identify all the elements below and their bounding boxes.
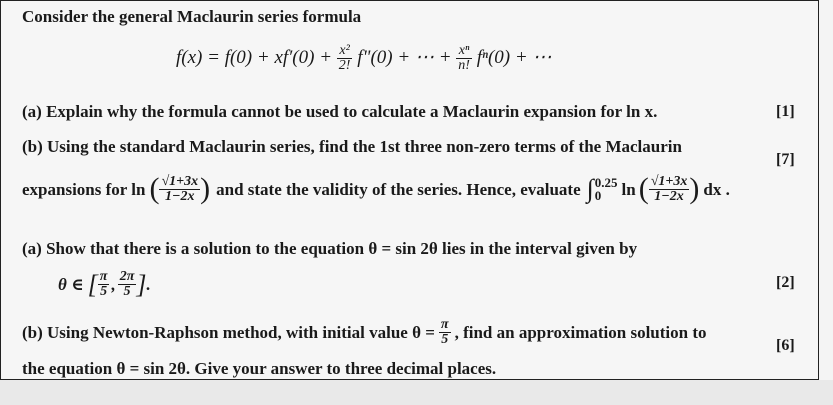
q1-part-b-line2: expansions for ln ( $\frac{√1+3x}{1-2x}$ ) and state the validity of the series. Hence, evaluate ∫ 0.25 0 ln ( $\frac{√1+3x}{1-2x}$ ) dx . bbox=[22, 172, 730, 205]
ln-arg-den: 1−2x bbox=[165, 188, 195, 204]
interval-upper-den: 5 bbox=[123, 284, 131, 299]
q2-part-a-line1: (a) Show that there is a solution to the equation θ = sin 2θ lies in the interval given by bbox=[22, 239, 638, 258]
q2-interval: θ ∈ [ $\frac{\pi}{5}$ , $\frac{2\pi}{5}$ ] . bbox=[58, 269, 151, 299]
termn-tail: fⁿ(0) + ⋯ bbox=[476, 46, 552, 68]
q2-part-b-marks: [6] bbox=[776, 337, 795, 354]
termn-fraction bbox=[456, 44, 472, 73]
term2-tail: f"(0) + ⋯ + bbox=[357, 46, 457, 68]
term2-fraction bbox=[337, 44, 353, 73]
formula-lhs: f(x) = f(0) + xf′(0) + bbox=[176, 46, 337, 68]
initial-value-fraction bbox=[439, 318, 451, 347]
q2-part-b-line1 bbox=[22, 318, 707, 347]
integral-ln: ln bbox=[621, 179, 636, 199]
integrand-fraction bbox=[649, 175, 690, 204]
bottom-strip bbox=[0, 380, 833, 405]
ln-arg-num: √1+3x bbox=[161, 173, 199, 189]
q2-part-a-marks: [2] bbox=[776, 274, 795, 291]
newton-raphson-text: (b) Using Newton-Raphson method, with initial value θ = bbox=[22, 323, 435, 342]
integrand-den: 1−2x bbox=[654, 188, 684, 204]
initial-value-den: 5 bbox=[441, 332, 449, 347]
interval-upper-num: 2π bbox=[119, 269, 135, 284]
q1-intro: Consider the general Maclaurin series formula bbox=[22, 7, 362, 26]
integral-lower: 0 bbox=[594, 188, 602, 203]
term2-num: x² bbox=[337, 44, 353, 59]
maclaurin-formula bbox=[176, 44, 551, 73]
q1-part-a: (a) Explain why the formula cannot be used to calculate a Maclaurin expansion for ln x. bbox=[22, 102, 658, 121]
interval-lower bbox=[98, 270, 110, 299]
q1-part-b-line1: (b) Using the standard Maclaurin series, find the 1st three non-zero terms of the Maclaurin bbox=[22, 137, 682, 156]
term2-den: 2! bbox=[338, 58, 351, 73]
interval-lower-num: π bbox=[99, 269, 108, 284]
q1-part-a-marks: [1] bbox=[776, 103, 795, 120]
interval-upper bbox=[118, 270, 137, 299]
validity-text: and state the validity of the series. Hence, evaluate bbox=[216, 179, 581, 199]
termn-den: n! bbox=[458, 58, 470, 73]
approximation-text: , find an approximation solution to bbox=[454, 323, 707, 342]
initial-value-num: π bbox=[440, 317, 449, 332]
integrand-num: √1+3x bbox=[650, 173, 688, 189]
dx-text: dx . bbox=[703, 179, 730, 199]
ln-argument-fraction bbox=[159, 175, 200, 204]
integral-sign: ∫ bbox=[586, 174, 594, 203]
expansions-for-text: expansions for ln bbox=[22, 179, 146, 199]
q1-part-b-marks: [7] bbox=[776, 151, 795, 168]
right-divider bbox=[818, 0, 819, 380]
integral-upper: 0.25 bbox=[594, 175, 618, 190]
interval-lower-den: 5 bbox=[100, 284, 108, 299]
q2-part-b-line2: the equation θ = sin 2θ. Give your answer to three decimal places. bbox=[22, 359, 497, 378]
termn-num: xⁿ bbox=[456, 44, 472, 59]
integral-limits bbox=[595, 176, 618, 202]
interval-prefix: θ ∈ bbox=[58, 275, 84, 294]
